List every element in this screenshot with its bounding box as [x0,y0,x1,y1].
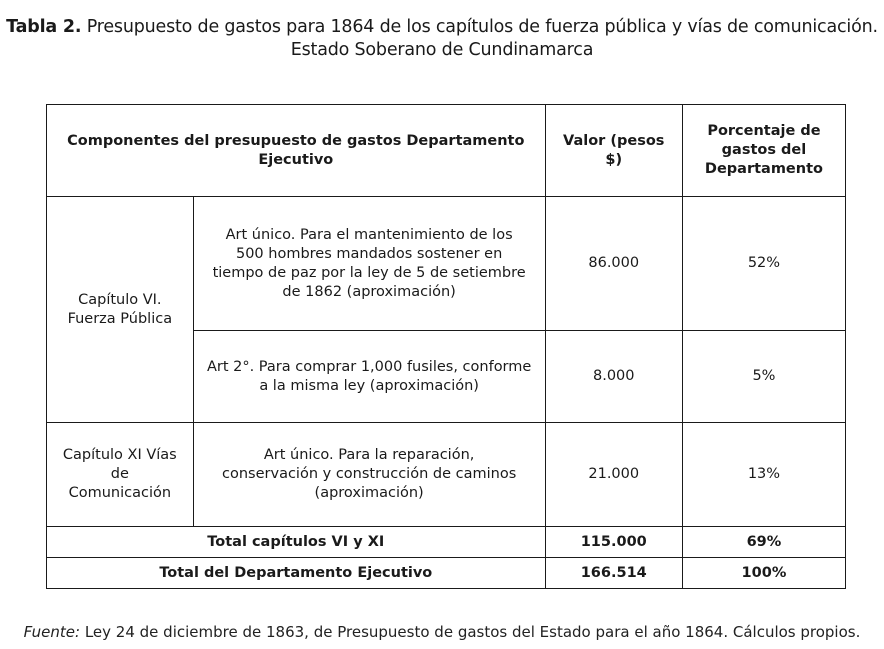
chapter-cell: Capítulo XI Vías de Comunicación [47,423,194,527]
total-percent: 69% [682,527,845,558]
percent-cell: 5% [682,331,845,423]
header-percent: Porcentaje de gastos del Departamento [682,105,845,197]
caption-line-1 [0,16,884,39]
budget-table [46,104,846,589]
caption-title: Presupuesto de gastos para 1864 de los capítulos de fuerza pública y vías de comunicación. [86,17,878,37]
source-text: Ley 24 de diciembre de 1863, de Presupuesto de gastos del Estado para el año 1864. Cálculos propios. [84,623,861,641]
caption-label: Tabla 2. [6,17,82,37]
table-caption [0,16,884,62]
table-row [47,197,846,331]
total-row [47,558,846,589]
percent-cell: 52% [682,197,845,331]
total-label: Total del Departamento Ejecutivo [47,558,546,589]
value-cell: 21.000 [545,423,682,527]
caption-subtitle: Estado Soberano de Cundinamarca [290,40,594,60]
value-cell: 86.000 [545,197,682,331]
table-header-row [47,105,846,197]
source-note [0,622,884,642]
value-cell: 8.000 [545,331,682,423]
article-cell: Art único. Para el mantenimiento de los 500 hombres mandados sostener en tiempo de paz por la ley de 5 de setiembre de 1862 (aproximación) [193,197,545,331]
source-label: Fuente: [23,623,81,641]
chapter-cell: Capítulo VI. Fuerza Pública [47,197,194,423]
table-row [47,423,846,527]
header-components: Componentes del presupuesto de gastos Departamento Ejecutivo [47,105,546,197]
total-row [47,527,846,558]
percent-cell: 13% [682,423,845,527]
total-percent: 100% [682,558,845,589]
total-label: Total capítulos VI y XI [47,527,546,558]
article-cell: Art único. Para la reparación, conservación y construcción de caminos (aproximación) [193,423,545,527]
article-cell: Art 2°. Para comprar 1,000 fusiles, conforme a la misma ley (aproximación) [193,331,545,423]
header-value: Valor (pesos $) [545,105,682,197]
total-value: 115.000 [545,527,682,558]
total-value: 166.514 [545,558,682,589]
